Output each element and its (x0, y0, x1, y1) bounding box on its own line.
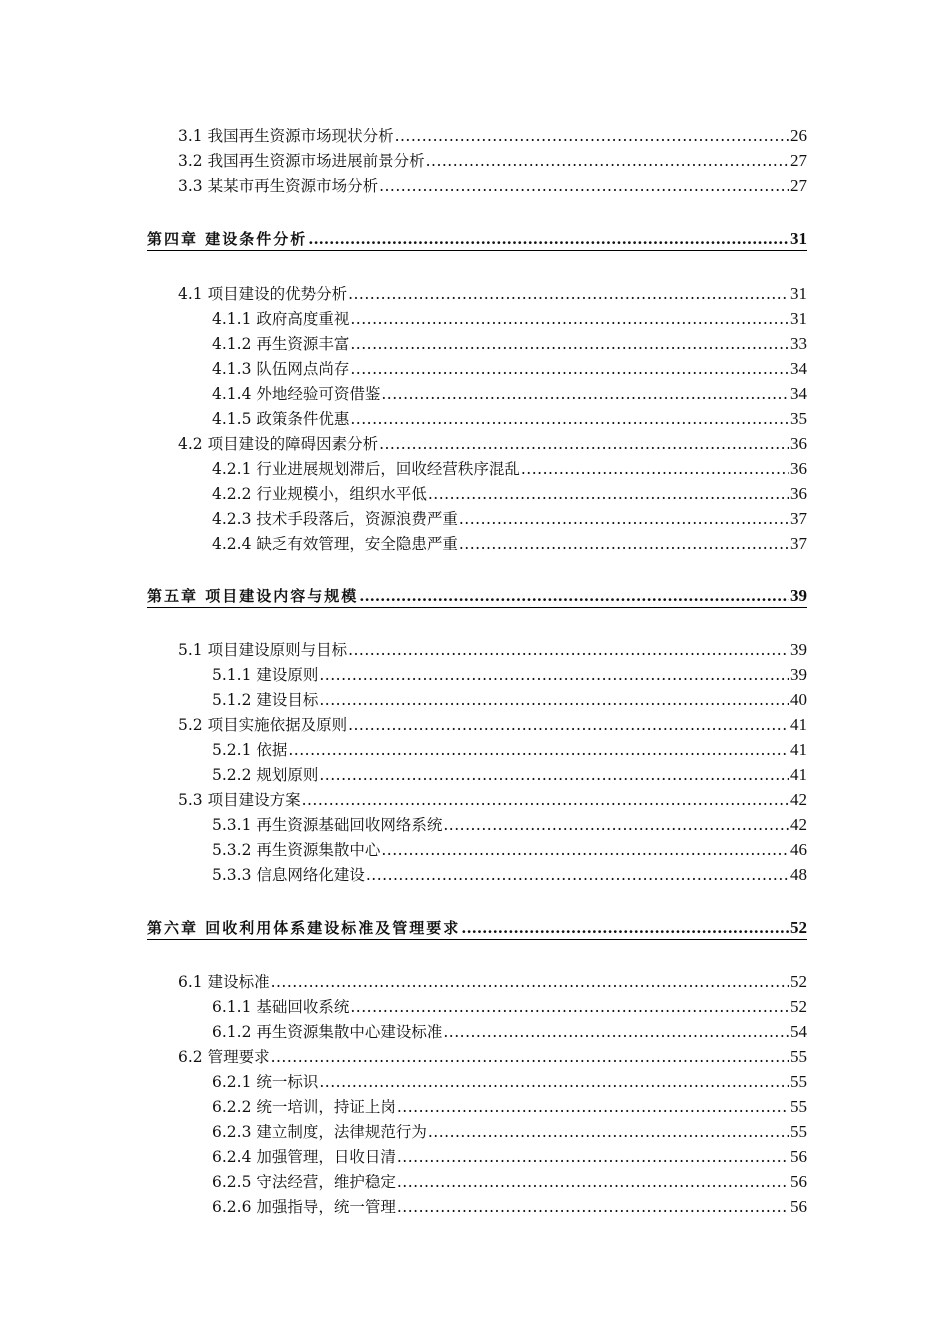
toc-dot-leader (308, 228, 789, 250)
toc-entry[interactable] (178, 1045, 807, 1069)
toc-entry-title: 4.1.5 政策条件优惠 (212, 410, 350, 428)
toc-entry-title: 第六章 回收利用体系建设标准及管理要求 (147, 919, 461, 937)
toc-entry[interactable] (212, 1020, 807, 1044)
toc-page-number: 31 (790, 229, 807, 248)
toc-dot-leader (302, 788, 789, 812)
toc-page-number: 36 (790, 434, 807, 453)
toc-dot-leader (379, 432, 789, 456)
toc-page-number: 52 (790, 918, 807, 937)
toc-entry-title: 6.1 建设标准 (178, 973, 270, 991)
toc-entry-title: 4.1.3 队伍网点尚存 (212, 360, 350, 378)
toc-page-number: 39 (790, 586, 807, 605)
toc-entry[interactable] (212, 332, 807, 356)
toc-page-number: 41 (790, 740, 807, 759)
toc-entry[interactable] (212, 382, 807, 406)
toc-chapter-entry[interactable] (147, 585, 807, 608)
toc-page-number: 42 (790, 790, 807, 809)
toc-dot-leader (348, 713, 789, 737)
toc-dot-leader (397, 1145, 789, 1169)
toc-page-number: 31 (790, 309, 807, 328)
toc-page-number: 52 (790, 972, 807, 991)
toc-page-number: 56 (790, 1147, 807, 1166)
toc-page-number: 36 (790, 484, 807, 503)
toc-dot-leader (350, 332, 789, 356)
toc-entry-title: 5.2 项目实施依据及原则 (178, 716, 348, 734)
toc-entry-title: 5.1.1 建设原则 (212, 666, 319, 684)
toc-entry[interactable] (178, 713, 807, 737)
toc-entry[interactable] (178, 432, 807, 456)
toc-page-number: 37 (790, 509, 807, 528)
toc-entry[interactable] (212, 532, 807, 556)
toc-entry[interactable] (212, 838, 807, 862)
toc-page-number: 40 (790, 690, 807, 709)
toc-entry-title: 5.3.3 信息网络化建设 (212, 866, 365, 884)
toc-entry[interactable] (178, 788, 807, 812)
toc-page-number: 36 (790, 459, 807, 478)
toc-dot-leader (366, 863, 789, 887)
toc-entry[interactable] (178, 149, 807, 173)
toc-dot-leader (350, 307, 789, 331)
toc-entry[interactable] (212, 763, 807, 787)
toc-entry-title: 3.1 我国再生资源市场现状分析 (178, 127, 394, 145)
toc-page-number: 33 (790, 334, 807, 353)
toc-entry[interactable] (212, 507, 807, 531)
toc-dot-leader (395, 124, 789, 148)
toc-entry[interactable] (212, 407, 807, 431)
toc-entry-title: 6.2.2 统一培训，持证上岗 (212, 1098, 396, 1116)
toc-entry[interactable] (212, 457, 807, 481)
toc-entry-title: 6.2.3 建立制度，法律规范行为 (212, 1123, 427, 1141)
toc-page-number: 27 (790, 151, 807, 170)
toc-entry[interactable] (212, 1195, 807, 1219)
toc-entry[interactable] (212, 1095, 807, 1119)
toc-page-number: 55 (790, 1072, 807, 1091)
toc-entry-title: 6.1.2 再生资源集散中心建设标准 (212, 1023, 443, 1041)
toc-entry-title: 3.2 我国再生资源市场进展前景分析 (178, 152, 425, 170)
toc-page-number: 46 (790, 840, 807, 859)
toc-entry-title: 6.2.4 加强管理，日收日清 (212, 1148, 396, 1166)
toc-page-number: 34 (790, 384, 807, 403)
toc-entry[interactable] (212, 688, 807, 712)
toc-entry-title: 4.2.2 行业规模小，组织水平低 (212, 485, 427, 503)
toc-dot-leader (443, 813, 789, 837)
toc-page-number: 39 (790, 640, 807, 659)
toc-page-number: 41 (790, 715, 807, 734)
toc-entry-title: 4.2.1 行业进展规划滞后，回收经营秩序混乱 (212, 460, 520, 478)
toc-entry-title: 6.2.1 统一标识 (212, 1073, 319, 1091)
toc-entry-title: 4.2.4 缺乏有效管理，安全隐患严重 (212, 535, 458, 553)
toc-entry[interactable] (212, 863, 807, 887)
toc-entry-title: 6.2.6 加强指导，统一管理 (212, 1198, 396, 1216)
toc-page-number: 41 (790, 765, 807, 784)
toc-entry-title: 5.2.2 规划原则 (212, 766, 319, 784)
toc-dot-leader (426, 149, 789, 173)
toc-entry[interactable] (178, 638, 807, 662)
toc-dot-leader (521, 457, 789, 481)
toc-dot-leader (443, 1020, 789, 1044)
toc-entry[interactable] (178, 124, 807, 148)
toc-page-number: 52 (790, 997, 807, 1016)
toc-page-number: 55 (790, 1097, 807, 1116)
toc-entry-title: 4.1.2 再生资源丰富 (212, 335, 350, 353)
toc-dot-leader (348, 282, 789, 306)
toc-entry-title: 4.2 项目建设的障碍因素分析 (178, 435, 379, 453)
toc-entry-title: 6.1.1 基础回收系统 (212, 998, 350, 1016)
toc-dot-leader (397, 1170, 789, 1194)
toc-dot-leader (381, 838, 789, 862)
toc-entry-title: 4.1.1 政府高度重视 (212, 310, 350, 328)
toc-entry-title: 3.3 某某市再生资源市场分析 (178, 177, 379, 195)
toc-entry-title: 6.2 管理要求 (178, 1048, 270, 1066)
toc-page-number: 35 (790, 409, 807, 428)
toc-entry[interactable] (212, 307, 807, 331)
toc-dot-leader (348, 638, 789, 662)
toc-entry[interactable] (178, 174, 807, 198)
toc-entry-title: 5.3 项目建设方案 (178, 791, 301, 809)
toc-page-number: 27 (790, 176, 807, 195)
toc-page-number: 55 (790, 1122, 807, 1141)
toc-dot-leader (459, 507, 789, 531)
toc-page-number: 26 (790, 126, 807, 145)
toc-dot-leader (350, 357, 789, 381)
toc-dot-leader (271, 970, 789, 994)
toc-page-number: 56 (790, 1197, 807, 1216)
toc-entry-title: 4.2.3 技术手段落后，资源浪费严重 (212, 510, 458, 528)
toc-dot-leader (350, 407, 789, 431)
toc-dot-leader (381, 382, 789, 406)
toc-dot-leader (288, 738, 789, 762)
toc-entry[interactable] (212, 663, 807, 687)
toc-page-number: 56 (790, 1172, 807, 1191)
toc-entry-title: 5.3.2 再生资源集散中心 (212, 841, 381, 859)
toc-dot-leader (428, 482, 789, 506)
toc-dot-leader (461, 917, 789, 939)
toc-entry[interactable] (178, 282, 807, 306)
toc-page-number: 31 (790, 284, 807, 303)
toc-dot-leader (397, 1195, 789, 1219)
toc-entry[interactable] (178, 970, 807, 994)
toc-dot-leader (397, 1095, 789, 1119)
toc-dot-leader (379, 174, 789, 198)
toc-page-number: 54 (790, 1022, 807, 1041)
toc-entry-title: 5.2.1 依据 (212, 741, 288, 759)
toc-page-number: 39 (790, 665, 807, 684)
toc-chapter-entry[interactable] (147, 228, 807, 251)
toc-chapter-entry[interactable] (147, 917, 807, 940)
toc-entry[interactable] (212, 995, 807, 1019)
toc-entry[interactable] (212, 1145, 807, 1169)
toc-dot-leader (350, 995, 789, 1019)
toc-entry-title: 第五章 项目建设内容与规模 (147, 587, 359, 605)
toc-entry-title: 4.1 项目建设的优势分析 (178, 285, 348, 303)
toc-dot-leader (319, 663, 789, 687)
toc-entry-title: 5.1 项目建设原则与目标 (178, 641, 348, 659)
toc-entry-title: 5.3.1 再生资源基础回收网络系统 (212, 816, 443, 834)
toc-dot-leader (319, 1070, 789, 1094)
toc-dot-leader (319, 763, 789, 787)
toc-entry[interactable] (212, 813, 807, 837)
toc-entry[interactable] (212, 1070, 807, 1094)
toc-entry-title: 6.2.5 守法经营，维护稳定 (212, 1173, 396, 1191)
toc-entry[interactable] (212, 738, 807, 762)
toc-entry-title: 5.1.2 建设目标 (212, 691, 319, 709)
toc-dot-leader (459, 532, 789, 556)
toc-entry[interactable] (212, 482, 807, 506)
toc-dot-leader (359, 585, 789, 607)
toc-page-number: 34 (790, 359, 807, 378)
toc-entry[interactable] (212, 1120, 807, 1144)
toc-page-number: 42 (790, 815, 807, 834)
toc-dot-leader (428, 1120, 789, 1144)
toc-page-number: 37 (790, 534, 807, 553)
toc-entry-title: 4.1.4 外地经验可资借鉴 (212, 385, 381, 403)
toc-dot-leader (271, 1045, 789, 1069)
toc-dot-leader (319, 688, 789, 712)
toc-entry[interactable] (212, 1170, 807, 1194)
toc-page-number: 55 (790, 1047, 807, 1066)
toc-entry-title: 第四章 建设条件分析 (147, 230, 308, 248)
toc-entry[interactable] (212, 357, 807, 381)
toc-page-number: 48 (790, 865, 807, 884)
